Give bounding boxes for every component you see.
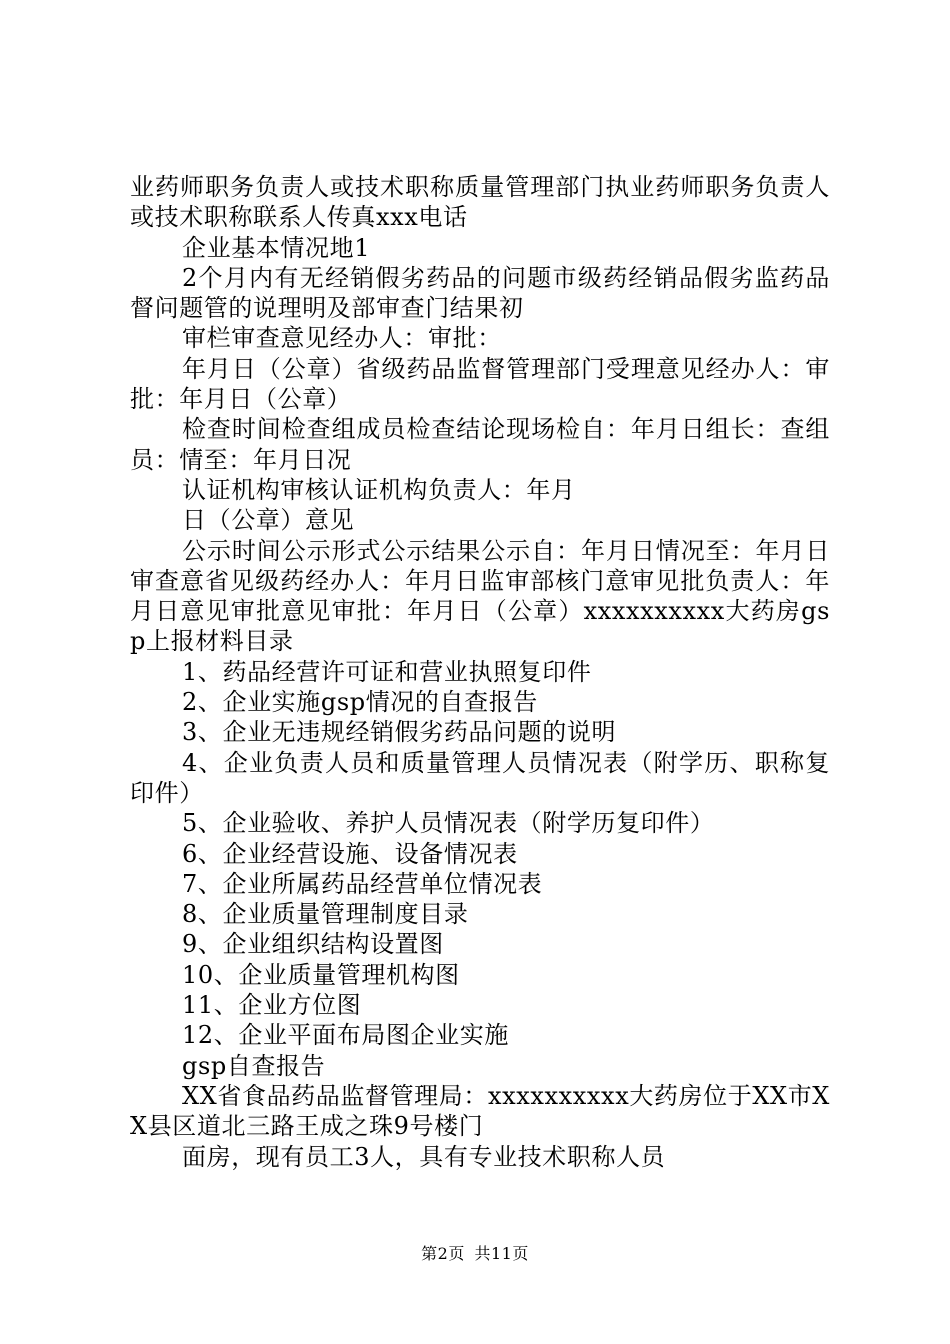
paragraph: XX省食品药品监督管理局：xxxxxxxxxx大药房位于XX市XX县区道北三路王成之珠9号楼门 — [130, 1081, 830, 1141]
paragraph: 日（公章）意见 — [182, 506, 355, 535]
paragraph: 认证机构审核认证机构负责人：年月 — [182, 475, 576, 504]
list-item: 9、企业组织结构设置图 — [182, 930, 444, 959]
list-item: 7、企业所属药品经营单位情况表 — [182, 869, 543, 898]
list-item: 3、企业无违规经销假劣药品问题的说明 — [182, 718, 617, 747]
document-body — [130, 172, 830, 1172]
paragraph: 面房，现有员工3人，具有专业技术职称人员 — [182, 1142, 666, 1171]
paragraph: 检查时间检查组成员检查结论现场检自：年月日组长：查组员：情至：年月日况 — [130, 415, 830, 474]
paragraph: 审栏审查意见经办人：审批： — [182, 324, 502, 353]
section-heading: gsp自查报告 — [182, 1051, 326, 1080]
paragraph: 企业基本情况地1 — [182, 233, 371, 262]
list-item: 6、企业经营设施、设备情况表 — [182, 839, 518, 868]
list-item: 5、企业验收、养护人员情况表（附学历复印件） — [182, 809, 715, 838]
page-number: 第2页 — [421, 1244, 465, 1263]
list-item: 2、企业实施gsp情况的自查报告 — [182, 688, 538, 717]
paragraph: 业药师职务负责人或技术职称质量管理部门执业药师职务负责人或技术职称联系人传真xxx电话 — [130, 173, 830, 232]
list-item: 11、企业方位图 — [182, 991, 362, 1020]
list-item: 1、药品经营许可证和营业执照复印件 — [182, 657, 592, 686]
list-item: 4、企业负责人员和质量管理人员情况表（附学历、职称复印件） — [130, 748, 830, 807]
paragraph: 年月日（公章）省级药品监督管理部门受理意见经办人：审批：年月日（公章） — [130, 354, 830, 414]
total-pages: 共11页 — [474, 1244, 529, 1263]
list-item: 12、企业平面布局图企业实施 — [182, 1021, 509, 1050]
paragraph: 公示时间公示形式公示结果公示自：年月日情况至：年月日审查意省见级药经办人：年月日监审部核门意审见批负责人：年月日意见审批意见审批：年月日（公章）xxxxxxxxxx大药房gsp上报材料目录 — [130, 536, 830, 656]
list-item: 10、企业质量管理机构图 — [182, 960, 460, 989]
paragraph: 2个月内有无经销假劣药品的问题市级药经销品假劣监药品督问题管的说理明及部审查门结果初 — [130, 263, 830, 323]
list-item: 8、企业质量管理制度目录 — [182, 900, 469, 929]
page-footer — [0, 1244, 950, 1264]
